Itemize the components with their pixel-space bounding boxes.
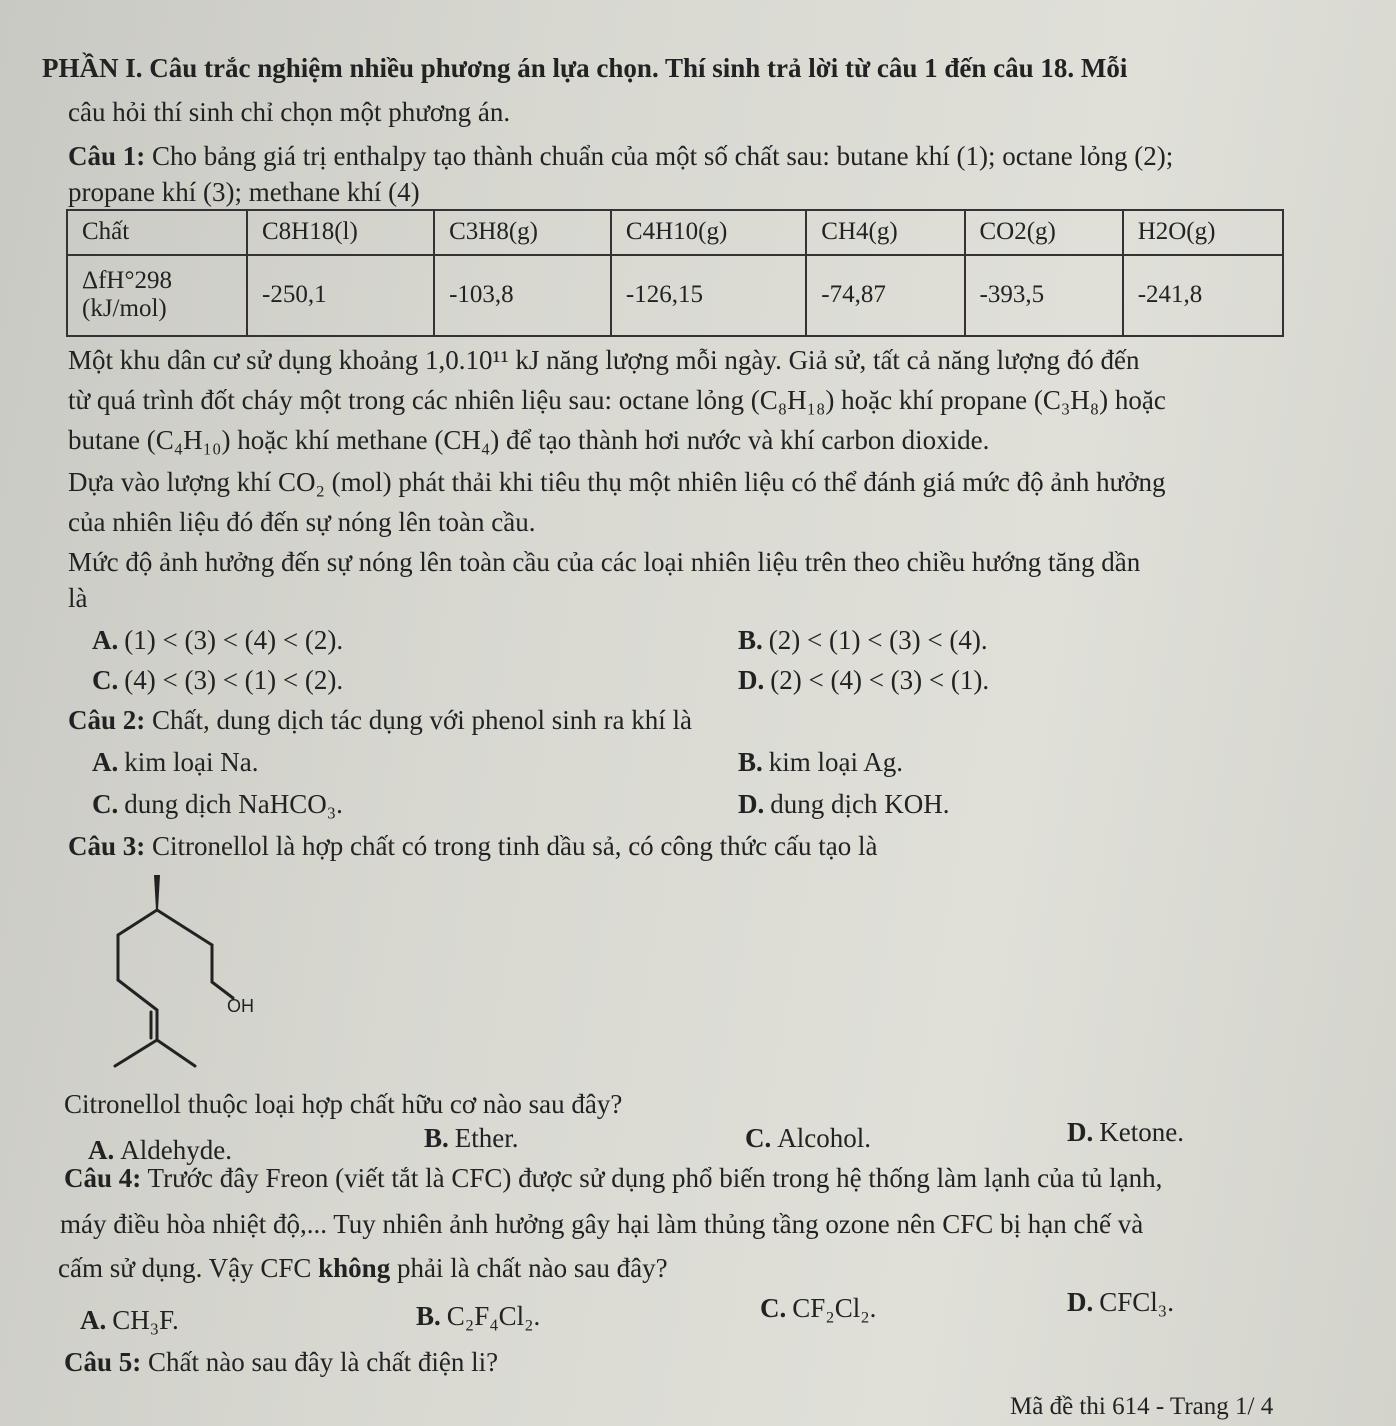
q3-option-b[interactable]: B. Ether. [424, 1123, 519, 1153]
q4-line3: cấm sử dụng. Vậy CFC không phải là chất nào sau đây? [58, 1253, 668, 1283]
bond [118, 910, 157, 935]
page-footer: Mã đề thi 614 - Trang 1/ 4 [1010, 1393, 1274, 1420]
q1-option-b[interactable]: B. (2) < (1) < (3) < (4). [738, 625, 988, 655]
q1-line2: propane khí (3); methane khí (4) [68, 177, 420, 207]
section-heading: PHẦN I. Câu trắc nghiệm nhiều phương án lựa chọn. Thí sinh trả lời từ câu 1 đến câu 18. Mỗi [42, 53, 1128, 83]
q4-line1: Câu 4: Trước đây Freon (viết tắt là CFC) được sử dụng phổ biến trong hệ thống làm lạnh của tủ lạnh, [64, 1163, 1163, 1193]
table-cell: CO2(g) [965, 210, 1123, 255]
table-cell: C8H18(l) [247, 210, 434, 255]
q2-option-c[interactable]: C. dung dịch NaHCO₃. [92, 789, 343, 819]
table-cell: H2O(g) [1123, 210, 1283, 255]
citronellol-structure [95, 860, 295, 1085]
bond [157, 910, 212, 945]
table-cell: -126,15 [611, 255, 806, 336]
table-cell: CH4(g) [806, 210, 964, 255]
q1-paragraph-1: Một khu dân cư sử dụng khoảng 1,0.10¹¹ kJ năng lượng mỗi ngày. Giả sử, tất cả năng lượng đó đến [68, 345, 1140, 375]
table-header-substance: Chất [67, 210, 247, 255]
q2-option-a[interactable]: A. kim loại Na. [92, 747, 259, 777]
q1-option-c[interactable]: C. (4) < (3) < (1) < (2). [92, 665, 344, 695]
q3-stem: Câu 3: Citronellol là hợp chất có trong tinh dầu sả, có công thức cấu tạo là [68, 831, 878, 861]
q1-line1: Câu 1: Cho bảng giá trị enthalpy tạo thành chuẩn của một số chất sau: butane khí (1); octane lỏng (2); [68, 141, 1174, 171]
q5-label: Câu 5: [64, 1347, 142, 1377]
q4-option-d[interactable]: D. CFCl₃. [1067, 1287, 1174, 1317]
q1-option-a[interactable]: A. (1) < (3) < (4) < (2). [92, 625, 344, 655]
bond [157, 1040, 195, 1066]
q2-label: Câu 2: [68, 705, 146, 735]
table-cell: -103,8 [434, 255, 611, 336]
q4-option-c[interactable]: C. CF₂Cl₂. [760, 1293, 877, 1323]
q4-option-b[interactable]: B. C₂F₄Cl₂. [416, 1301, 541, 1331]
q2-stem: Câu 2: Chất, dung dịch tác dụng với phenol sinh ra khí là [68, 705, 692, 735]
q3-option-a[interactable]: A. Aldehyde. [88, 1135, 232, 1165]
q1-option-d[interactable]: D. (2) < (4) < (3) < (1). [738, 665, 990, 695]
q4-option-a[interactable]: A. CH₃F. [80, 1305, 179, 1335]
q2-option-d[interactable]: D. dung dịch KOH. [738, 789, 950, 819]
q4-line2: máy điều hòa nhiệt độ,... Tuy nhiên ảnh hưởng gây hại làm thủng tầng ozone nên CFC bị hạn chế và [60, 1209, 1144, 1239]
section-heading-cont: câu hỏi thí sinh chỉ chọn một phương án. [68, 97, 511, 127]
table-cell: C3H8(g) [434, 210, 611, 255]
table-row [67, 210, 1283, 255]
methyl-wedge [154, 875, 160, 910]
q3-question: Citronellol thuộc loại hợp chất hữu cơ nào sau đây? [64, 1089, 623, 1119]
table-header-enthalpy: ΔfH°298 (kJ/mol) [67, 255, 247, 336]
table-cell: -74,87 [806, 255, 964, 336]
q3-label: Câu 3: [68, 831, 146, 861]
q1-label: Câu 1: [68, 141, 146, 171]
q5-stem: Câu 5: Chất nào sau đây là chất điện li? [64, 1347, 499, 1377]
q1-paragraph-2: từ quá trình đốt cháy một trong các nhiên liệu sau: octane lỏng (C₈H₁₈) hoặc khí propane (C₃H₈) hoặc [68, 385, 1166, 415]
table-row [67, 255, 1283, 336]
q1-paragraph-4: Dựa vào lượng khí CO₂ (mol) phát thải khi tiêu thụ một nhiên liệu có thể đánh giá mức độ ảnh hưởng [68, 467, 1166, 497]
q1-paragraph-5: của nhiên liệu đó đến sự nóng lên toàn cầu. [68, 507, 536, 537]
q1-paragraph-6: Mức độ ảnh hưởng đến sự nóng lên toàn cầu của các loại nhiên liệu trên theo chiều hướng tăng dần [68, 547, 1141, 577]
table-cell: -393,5 [965, 255, 1123, 336]
table-cell: -241,8 [1123, 255, 1283, 336]
q3-option-c[interactable]: C. Alcohol. [745, 1123, 871, 1153]
q4-label: Câu 4: [64, 1163, 142, 1193]
q1-paragraph-3: butane (C₄H₁₀) hoặc khí methane (CH₄) để tạo thành hơi nước và khí carbon dioxide. [68, 425, 990, 455]
q1-paragraph-7: là [68, 583, 88, 613]
oh-label: OH [227, 996, 254, 1016]
table-cell: -250,1 [247, 255, 434, 336]
table-cell: C4H10(g) [611, 210, 806, 255]
bond [118, 980, 157, 1010]
bond [115, 1040, 157, 1066]
enthalpy-table [66, 209, 1284, 337]
q2-option-b[interactable]: B. kim loại Ag. [738, 747, 904, 777]
q3-option-d[interactable]: D. Ketone. [1067, 1117, 1184, 1147]
